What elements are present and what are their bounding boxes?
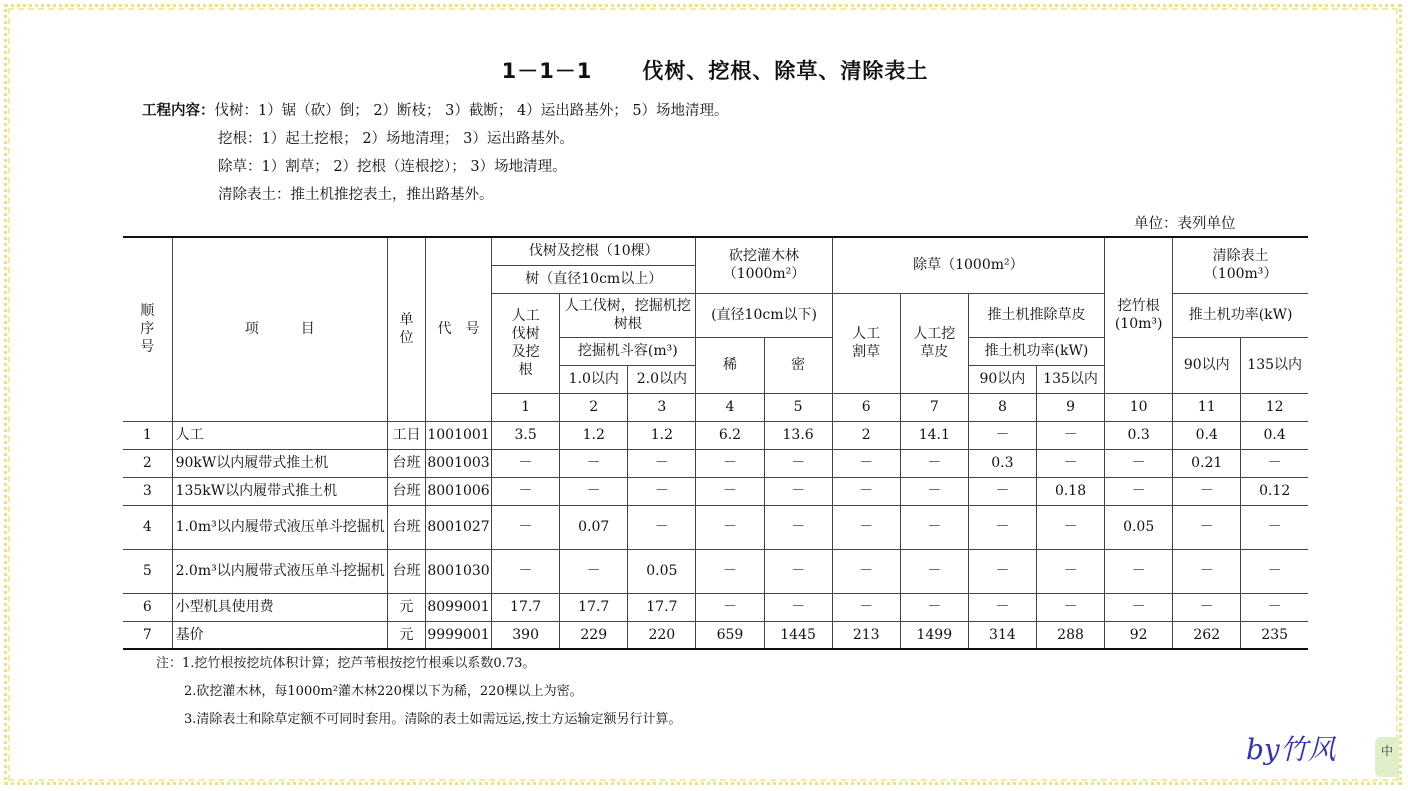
row-item: 90kW以内履带式推土机	[172, 449, 387, 477]
row-value: 220	[628, 621, 696, 649]
row-code: 9999001	[425, 621, 491, 649]
row-value: －	[900, 549, 968, 593]
table-body	[123, 421, 1308, 649]
row-value: －	[696, 505, 764, 549]
row-value: －	[628, 449, 696, 477]
col-num: 2	[560, 393, 628, 421]
col-num: 8	[968, 393, 1036, 421]
header-weed-group: 除草（1000m²）	[832, 237, 1104, 293]
row-value: －	[832, 477, 900, 505]
header-cut-grass: 人工割草	[832, 293, 900, 393]
row-value: －	[492, 505, 560, 549]
row-code: 8001030	[425, 549, 491, 593]
col-num: 7	[900, 393, 968, 421]
col-num: 1	[492, 393, 560, 421]
row-value: －	[968, 477, 1036, 505]
table-row	[123, 505, 1308, 549]
row-value: －	[696, 477, 764, 505]
row-unit: 台班	[387, 549, 425, 593]
row-value: 262	[1173, 621, 1241, 649]
row-value: －	[492, 477, 560, 505]
unit-label: 单位：表列单位	[1134, 216, 1236, 232]
row-code: 8001006	[425, 477, 491, 505]
row-value: －	[696, 449, 764, 477]
row-value: －	[1173, 477, 1241, 505]
row-value: －	[832, 593, 900, 621]
row-value: －	[968, 505, 1036, 549]
work-content-line-2: 挖根：1）起土挖根； 2）场地清理； 3）运出路基外。	[218, 131, 574, 147]
col-num: 6	[832, 393, 900, 421]
row-value: 1.2	[560, 421, 628, 449]
header-dig-turf: 人工挖草皮	[900, 293, 968, 393]
row-value: 229	[560, 621, 628, 649]
row-unit: 台班	[387, 505, 425, 549]
row-value: －	[1105, 593, 1173, 621]
header-fell-group: 伐树及挖根（10棵）	[492, 237, 696, 265]
row-value: 0.05	[628, 549, 696, 593]
header-shrub-group: 砍挖灌木林（1000m²）	[696, 237, 832, 293]
row-unit: 台班	[387, 449, 425, 477]
row-value: 1.2	[628, 421, 696, 449]
header-p90b: 90以内	[1173, 337, 1241, 393]
row-value: 0.07	[560, 505, 628, 549]
quota-table	[123, 236, 1308, 650]
row-value: －	[1241, 593, 1308, 621]
row-unit: 工日	[387, 421, 425, 449]
row-item: 基价	[172, 621, 387, 649]
header-topsoil-group: 清除表土（100m³）	[1173, 237, 1308, 293]
row-seq: 7	[123, 621, 172, 649]
header-p135: 135以内	[1036, 365, 1104, 393]
row-value: －	[1036, 421, 1104, 449]
header-dozer-power-2: 推土机功率(kW)	[1173, 293, 1308, 337]
header-mech-fell: 人工伐树，挖掘机挖树根	[560, 293, 696, 337]
row-unit: 元	[387, 621, 425, 649]
row-value: －	[1036, 549, 1104, 593]
row-value: －	[900, 505, 968, 549]
row-value: 288	[1036, 621, 1104, 649]
row-value: －	[968, 421, 1036, 449]
title-number: 1－1－1	[501, 59, 593, 83]
row-value: －	[628, 505, 696, 549]
row-seq: 6	[123, 593, 172, 621]
row-value: －	[1173, 593, 1241, 621]
row-value: 2	[832, 421, 900, 449]
row-value: －	[696, 593, 764, 621]
header-code: 代 号	[425, 237, 491, 421]
row-value: 0.3	[1105, 421, 1173, 449]
col-num: 4	[696, 393, 764, 421]
author-signature: by竹风	[1246, 733, 1336, 766]
col-num: 3	[628, 393, 696, 421]
row-value: －	[1105, 449, 1173, 477]
row-value: －	[764, 449, 832, 477]
row-value: －	[900, 593, 968, 621]
row-value: －	[696, 549, 764, 593]
row-value: －	[1173, 549, 1241, 593]
row-value: －	[1036, 505, 1104, 549]
header-item: 项 目	[172, 237, 387, 421]
row-value: 0.12	[1241, 477, 1308, 505]
row-code: 8001003	[425, 449, 491, 477]
row-value: 17.7	[492, 593, 560, 621]
header-unit: 单位	[387, 237, 425, 421]
row-value: －	[492, 449, 560, 477]
row-value: －	[560, 549, 628, 593]
table-row	[123, 477, 1308, 505]
header-b2: 2.0以内	[628, 365, 696, 393]
row-seq: 3	[123, 477, 172, 505]
row-value: 659	[696, 621, 764, 649]
row-value: 390	[492, 621, 560, 649]
table-row	[123, 449, 1308, 477]
header-p135b: 135以内	[1241, 337, 1308, 393]
note-1: 注：1.挖竹根按挖坑体积计算；挖芦苇根按挖竹根乘以系数0.73。	[156, 656, 536, 671]
row-value: 1445	[764, 621, 832, 649]
row-value: －	[560, 449, 628, 477]
work-content-lead: 工程内容：	[142, 103, 215, 119]
note-3: 3.清除表土和除草定额不可同时套用。清除的表土如需远运,按土方运输定额另行计算。	[184, 712, 682, 727]
row-value: 235	[1241, 621, 1308, 649]
row-value: －	[628, 477, 696, 505]
row-value: －	[968, 549, 1036, 593]
row-value: －	[764, 477, 832, 505]
title-text: 伐树、挖根、除草、清除表土	[642, 59, 929, 83]
col-num: 5	[764, 393, 832, 421]
header-tree-size: 树（直径10cm以上）	[492, 265, 696, 293]
table-row	[123, 593, 1308, 621]
header-dozer-turf: 推土机推除草皮	[968, 293, 1104, 337]
row-value: 0.4	[1173, 421, 1241, 449]
row-value: 6.2	[696, 421, 764, 449]
row-value: －	[560, 477, 628, 505]
header-sparse: 稀	[696, 337, 764, 393]
row-code: 8001027	[425, 505, 491, 549]
notes	[156, 655, 682, 739]
row-value: －	[1105, 477, 1173, 505]
row-item: 135kW以内履带式推土机	[172, 477, 387, 505]
note-2: 2.砍挖灌木林，每1000m²灌木林220棵以下为稀，220棵以上为密。	[184, 684, 583, 699]
row-value: －	[1241, 549, 1308, 593]
col-num: 12	[1241, 393, 1308, 421]
header-b1: 1.0以内	[560, 365, 628, 393]
row-value: 0.21	[1173, 449, 1241, 477]
ime-indicator[interactable]: 中	[1375, 737, 1399, 777]
work-content-line-4: 清除表土：推土机推挖表土，推出路基外。	[218, 187, 494, 203]
col-num: 10	[1105, 393, 1173, 421]
row-value: 17.7	[628, 593, 696, 621]
row-value: －	[1173, 505, 1241, 549]
table-row	[123, 621, 1308, 649]
row-item: 小型机具使用费	[172, 593, 387, 621]
row-value: 0.18	[1036, 477, 1104, 505]
row-value: 213	[832, 621, 900, 649]
row-value: 3.5	[492, 421, 560, 449]
row-value: －	[968, 593, 1036, 621]
header-seq: 顺序号	[123, 237, 172, 421]
row-value: －	[1241, 505, 1308, 549]
row-code: 1001001	[425, 421, 491, 449]
row-value: 17.7	[560, 593, 628, 621]
row-seq: 4	[123, 505, 172, 549]
row-value: －	[832, 505, 900, 549]
row-value: －	[764, 549, 832, 593]
row-value: －	[900, 477, 968, 505]
header-shrub-size: (直径10cm以下)	[696, 293, 832, 337]
col-num: 9	[1036, 393, 1104, 421]
page-title	[0, 55, 1408, 85]
row-value: 92	[1105, 621, 1173, 649]
header-bamboo: 挖竹根(10m³)	[1105, 237, 1173, 393]
row-code: 8099001	[425, 593, 491, 621]
row-value: －	[832, 449, 900, 477]
row-value: －	[1105, 549, 1173, 593]
row-value: －	[832, 549, 900, 593]
work-content-line-3: 除草：1）割草； 2）挖根（连根挖）； 3）场地清理。	[218, 159, 567, 175]
row-value: －	[492, 549, 560, 593]
row-value: 13.6	[764, 421, 832, 449]
header-p90: 90以内	[968, 365, 1036, 393]
header-manual-fell: 人工伐树及挖根	[492, 293, 560, 393]
row-seq: 1	[123, 421, 172, 449]
row-value: －	[1036, 449, 1104, 477]
row-value: 314	[968, 621, 1036, 649]
row-value: 14.1	[900, 421, 968, 449]
header-dozer-power: 推土机功率(kW)	[968, 337, 1104, 365]
table-row	[123, 549, 1308, 593]
col-num: 11	[1173, 393, 1241, 421]
header-bucket: 挖掘机斗容(m³)	[560, 337, 696, 365]
row-value: －	[1036, 593, 1104, 621]
row-value: －	[1241, 449, 1308, 477]
work-content-line-1	[142, 100, 729, 128]
row-seq: 5	[123, 549, 172, 593]
row-seq: 2	[123, 449, 172, 477]
table-row	[123, 421, 1308, 449]
row-value: 0.4	[1241, 421, 1308, 449]
row-item: 人工	[172, 421, 387, 449]
row-unit: 台班	[387, 477, 425, 505]
row-unit: 元	[387, 593, 425, 621]
row-value: 0.3	[968, 449, 1036, 477]
row-value: 1499	[900, 621, 968, 649]
work-content-text: 伐树：1）锯（砍）倒； 2）断枝； 3）截断； 4）运出路基外； 5）场地清理。	[214, 103, 729, 119]
row-value: 0.05	[1105, 505, 1173, 549]
row-value: －	[900, 449, 968, 477]
row-value: －	[764, 593, 832, 621]
work-content	[142, 100, 729, 212]
row-item: 2.0m³以内履带式液压单斗挖掘机	[172, 549, 387, 593]
row-item: 1.0m³以内履带式液压单斗挖掘机	[172, 505, 387, 549]
header-dense: 密	[764, 337, 832, 393]
row-value: －	[764, 505, 832, 549]
